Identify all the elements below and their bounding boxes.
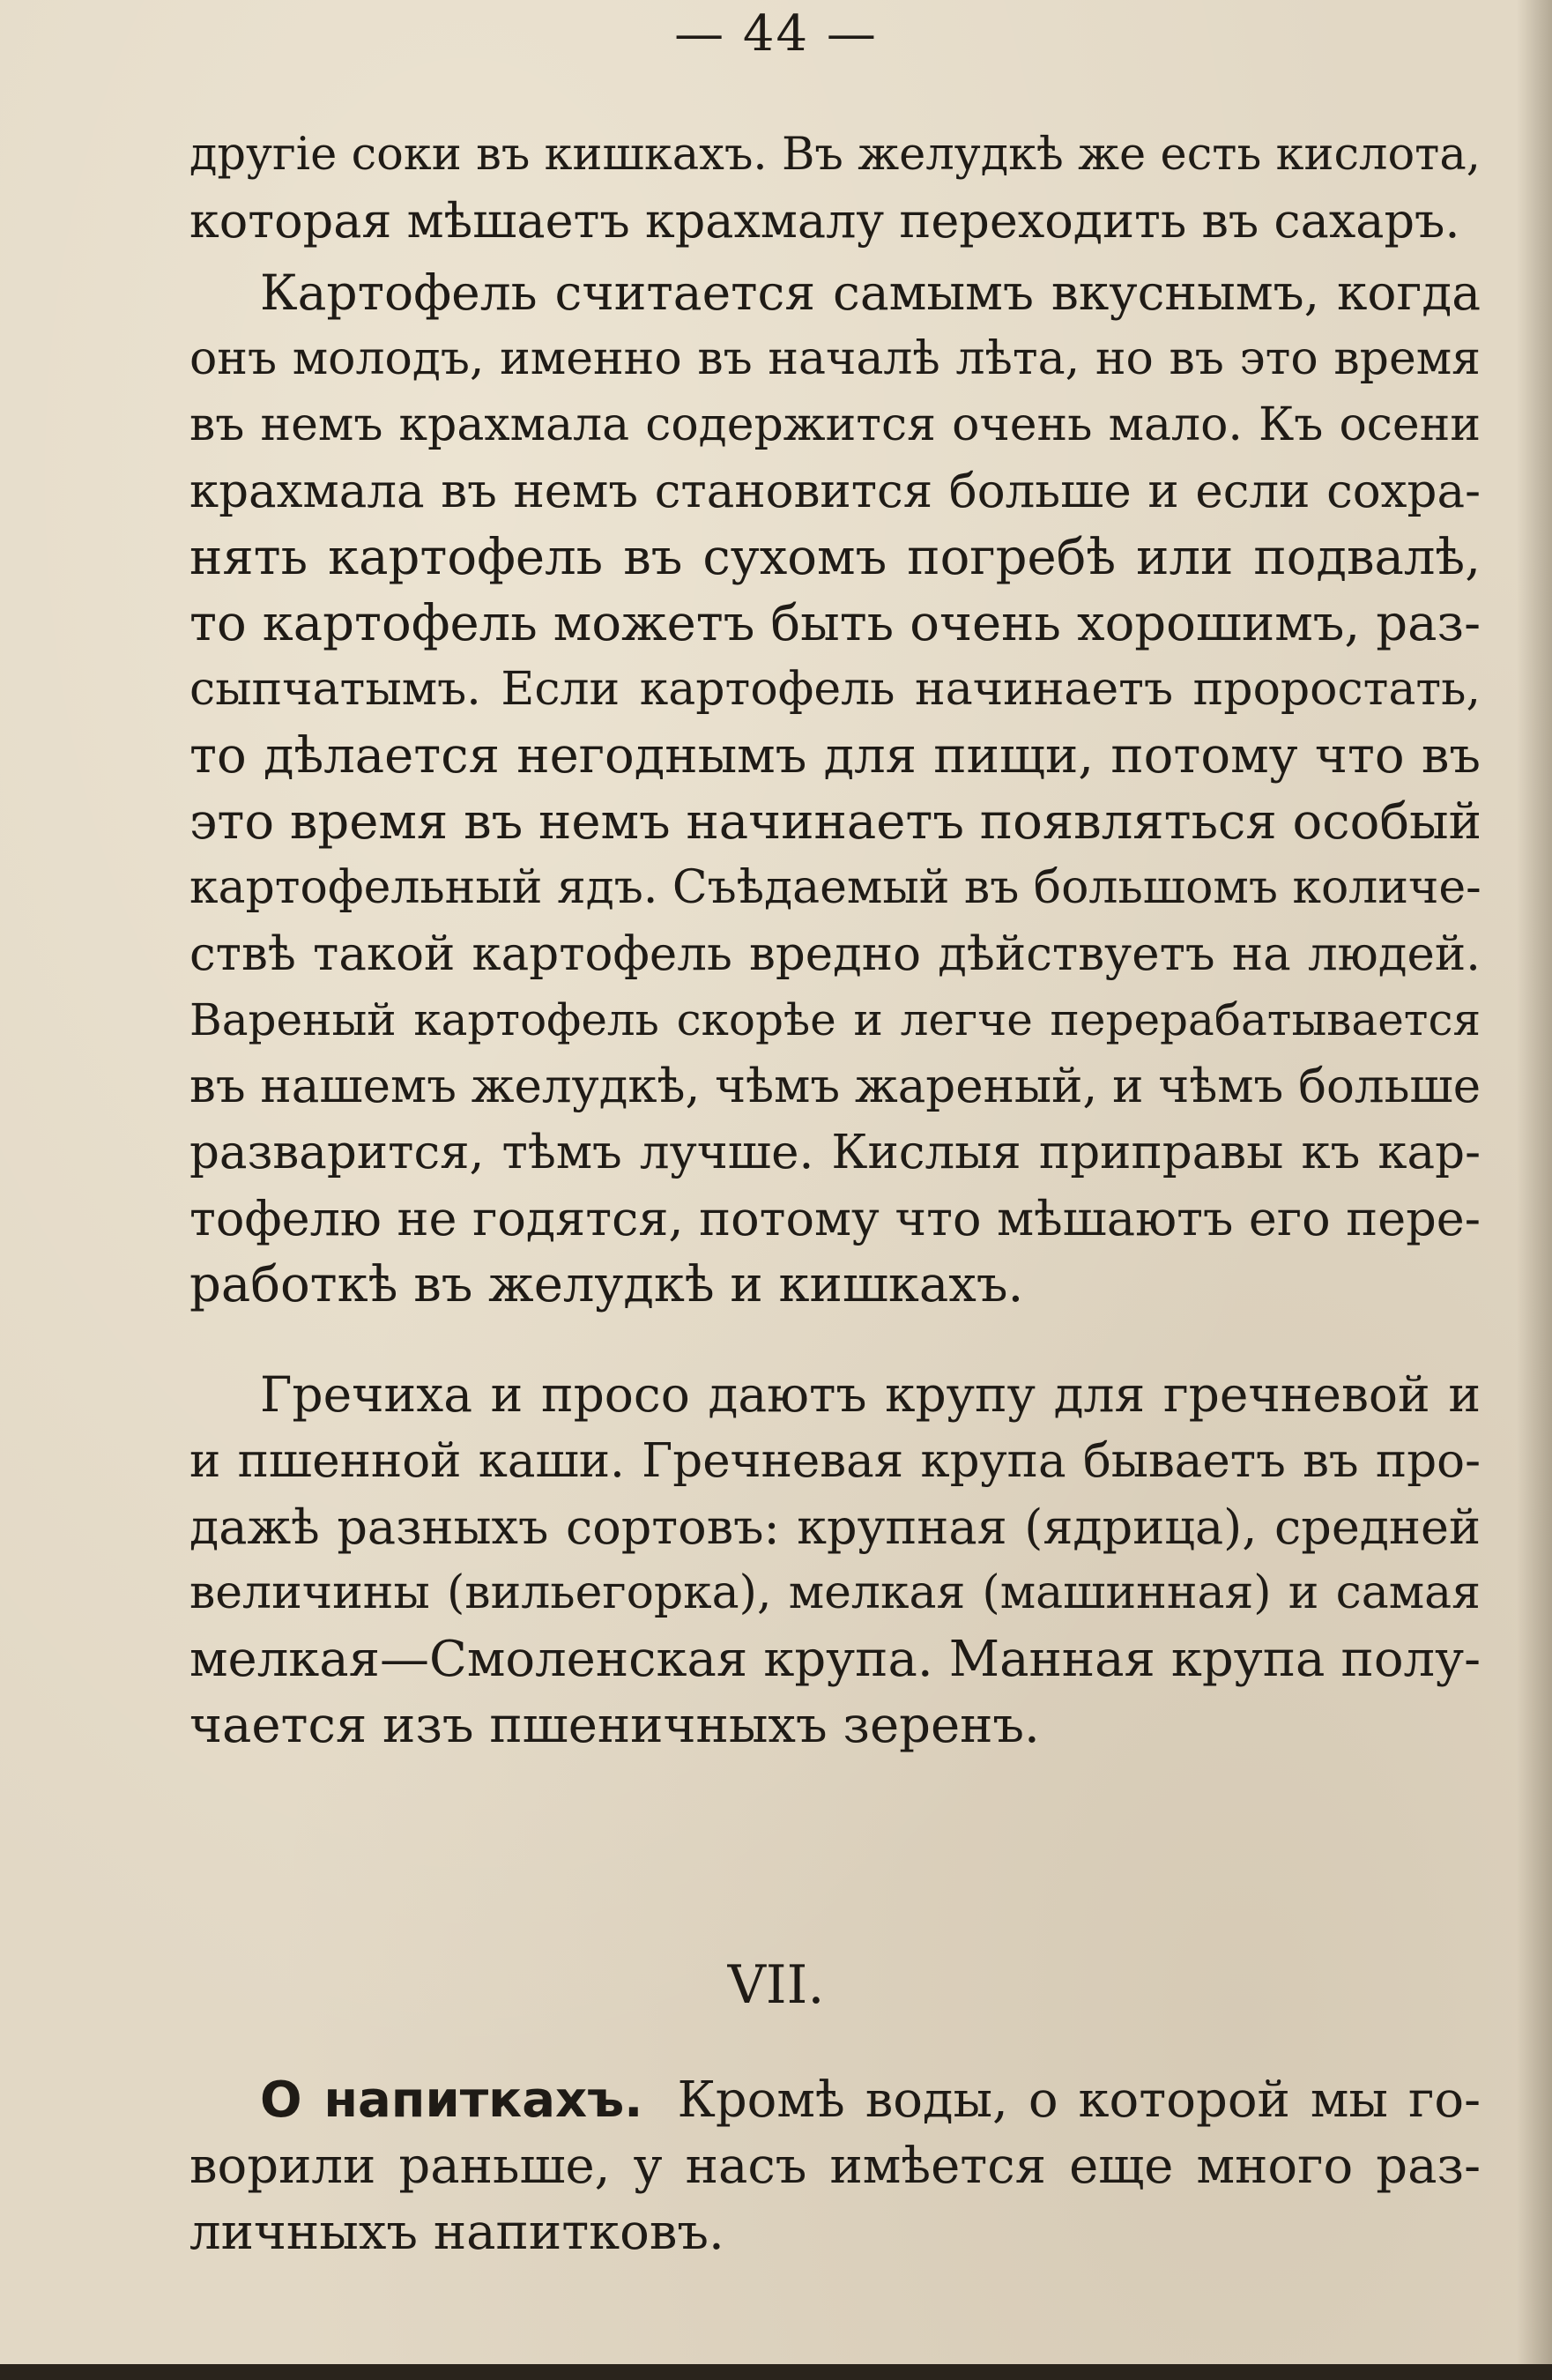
- text-line: онъ молодъ, именно въ началѣ лѣта, но въ это время: [189, 332, 1481, 385]
- text-line: дажѣ разныхъ сортовъ: крупная (ядрица), средней: [189, 1499, 1481, 1555]
- page-edge-shadow: [1517, 0, 1552, 2380]
- text-line: Гречиха и просо даютъ крупу для гречневой и: [260, 1366, 1481, 1423]
- text-line: другіе соки въ кишкахъ. Въ желудкѣ же есть кислота,: [189, 129, 1481, 181]
- text-line: мелкая—Смоленская крупа. Манная крупа полу-: [189, 1631, 1481, 1688]
- text-line: величины (вильегорка), мелкая (машинная) и самая: [189, 1566, 1481, 1619]
- text-line: крахмала въ немъ становится больше и если сохра-: [189, 465, 1481, 518]
- text-line: картофельный ядъ. Съѣдаемый въ большомъ количе-: [189, 861, 1481, 914]
- paragraph-continuation: [189, 122, 1481, 254]
- text-line: тофелю не годятся, потому что мѣшаютъ его пере-: [189, 1191, 1481, 1246]
- text-line: въ нашемъ желудкѣ, чѣмъ жареный, и чѣмъ больше: [189, 1060, 1481, 1113]
- text-line: то картофель можетъ быть очень хорошимъ, раз-: [189, 595, 1481, 652]
- paragraph-drinks: [189, 2067, 1481, 2265]
- paragraph-potato: [189, 260, 1481, 1318]
- text-line: нять картофель въ сухомъ погребѣ или подвалѣ,: [189, 529, 1481, 586]
- text-line: сыпчатымъ. Если картофель начинаетъ проростать,: [189, 663, 1481, 716]
- text-line: въ немъ крахмала содержится очень мало. Къ осени: [189, 398, 1481, 451]
- text-line: работкѣ въ желудкѣ и кишкахъ.: [189, 1256, 1024, 1313]
- page-number: — 44 —: [674, 5, 878, 63]
- paragraph-grains: [189, 1362, 1481, 1759]
- text-line: и пшенной каши. Гречневая крупа бываетъ въ про-: [189, 1434, 1481, 1488]
- text-line: Вареный картофель скорѣе и легче перерабатывается: [189, 994, 1481, 1045]
- text-line: чается изъ пшеничныхъ зеренъ.: [189, 1697, 1040, 1754]
- text-line: ворили раньше, у насъ имѣется еще много раз-: [189, 2138, 1481, 2195]
- text-line: то дѣлается негоднымъ для пищи, потому что въ: [189, 727, 1481, 785]
- text-line: Картофель считается самымъ вкуснымъ, когда: [260, 264, 1481, 321]
- text-run: Кромѣ воды, о которой мы го-: [677, 2071, 1481, 2129]
- text-line: ствѣ такой картофель вредно дѣйствуетъ на людей.: [189, 927, 1481, 981]
- text-line: это время въ немъ начинаетъ появляться особый: [189, 793, 1481, 851]
- page-bottom-edge: [0, 2364, 1552, 2380]
- text-line: [189, 2067, 1481, 2133]
- text-line: разварится, тѣмъ лучше. Кислыя приправы къ кар-: [189, 1126, 1481, 1179]
- text-line: которая мѣшаетъ крахмалу переходить въ сахаръ.: [189, 193, 1460, 249]
- text-line: личныхъ напитковъ.: [189, 2204, 724, 2261]
- section-heading: VII.: [727, 1954, 825, 2016]
- run-in-title: О напиткахъ.: [260, 2071, 643, 2129]
